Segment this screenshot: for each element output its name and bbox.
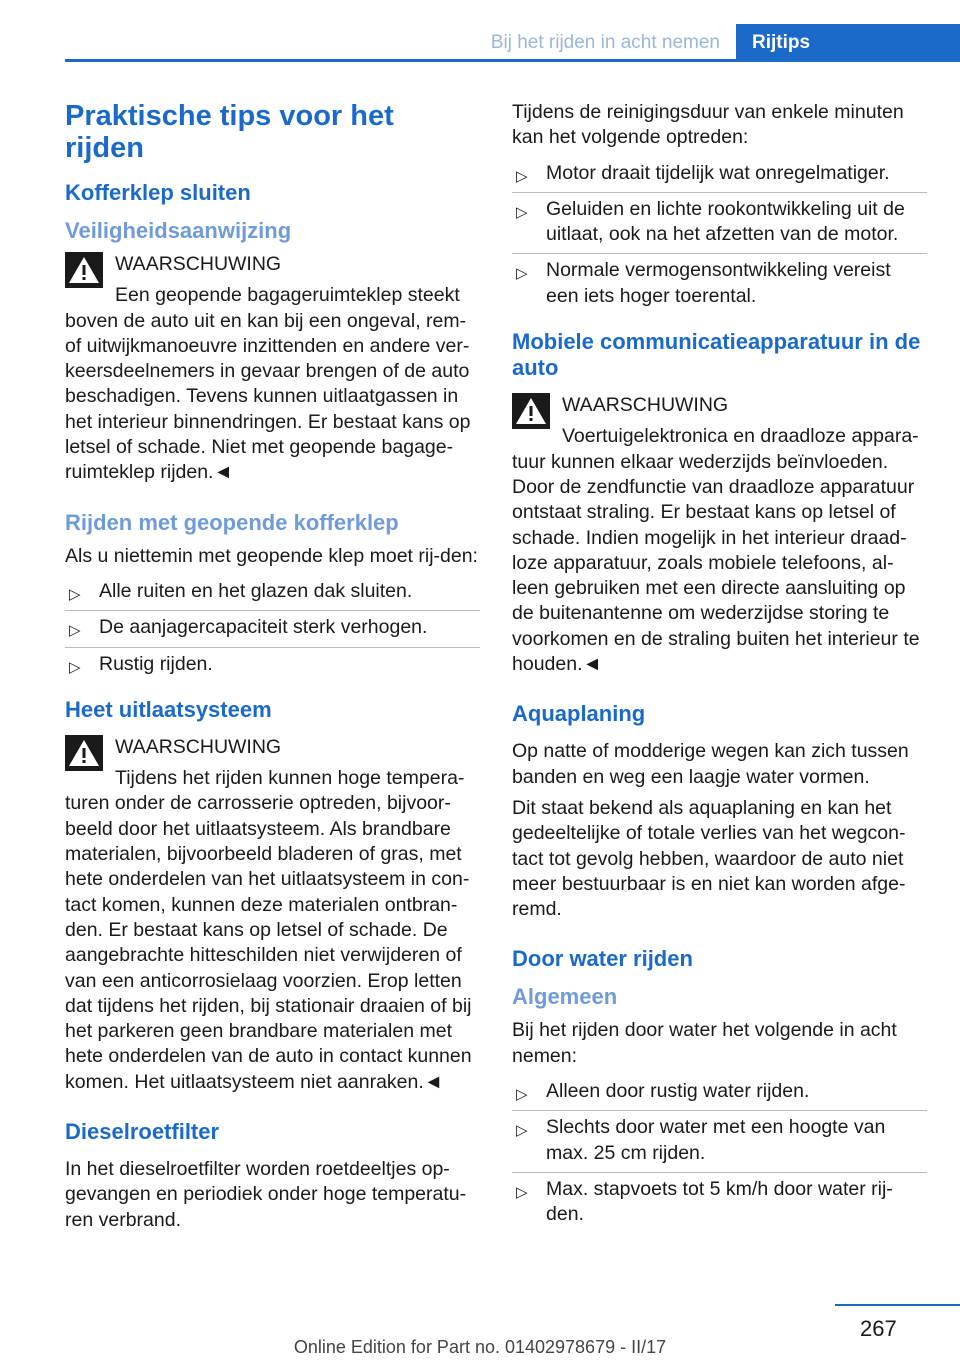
mobile-heading: Mobiele communicatieapparatuur in de auto: [512, 329, 921, 381]
page-header: [65, 24, 960, 62]
warning-icon: [65, 252, 103, 288]
list-item: ▷ Alleen door rustig water rijden.: [512, 1075, 927, 1110]
warning-block: [65, 735, 480, 1095]
list-item: ▷ Rustig rijden.: [65, 647, 480, 683]
header-rule: [65, 59, 960, 62]
bullet-triangle-icon: ▷: [516, 1122, 528, 1140]
open-trunk-list: [65, 575, 480, 683]
warning-icon: [65, 735, 103, 771]
bullet-triangle-icon: ▷: [516, 1183, 528, 1201]
warning-title: WAARSCHUWING: [562, 394, 729, 417]
list-item: ▷ Slechts door water met een hoogte van max. 25 cm rijden.: [512, 1110, 927, 1172]
warning-text: Tijdens het rijden kunnen hoge tempera-turen onder de carrosserie optreden, bijvoor-beeld door het uitlaatsysteem. Als brandbare materialen, bijvoorbeeld bladeren of gras, met hete onderdelen van het uitlaatsysteem in con-tact komen, kunnen deze materialen ontbran-den. Er bestaat kans op letsel of schade. De aangebrachte hitteschilden niet verwijderen of van een anticorrosielaag voorzien. Erop letten dat tijdens het rijden, bij stationair draaien of bij het parkeren geen brandbare materialen met hete onderdelen van de auto in contact kunnen komen. Het uitlaatsysteem niet aanraken.◄: [65, 767, 472, 1093]
trunk-heading: Kofferklep sluiten: [65, 180, 251, 205]
water-list: [512, 1075, 927, 1233]
list-item: ▷ Max. stapvoets tot 5 km/h door water rij-den.: [512, 1172, 927, 1234]
footer-rule: [835, 1304, 960, 1306]
page-title: Praktische tips voor het rijden: [65, 100, 394, 164]
bullet-triangle-icon: ▷: [69, 585, 81, 603]
warning-icon: [512, 393, 550, 429]
header-section-title: Bij het rijden in acht nemen: [490, 32, 720, 53]
open-trunk-intro: Als u niettemin met geopende klep moet rij-den:: [65, 544, 478, 567]
general-heading: Algemeen: [512, 984, 618, 1010]
bullet-triangle-icon: ▷: [69, 658, 81, 676]
warning-title: WAARSCHUWING: [115, 735, 282, 758]
list-item: ▷ Motor draait tijdelijk wat onregelmatiger.: [512, 157, 927, 192]
list-item: ▷ Geluiden en lichte rookontwikkeling uit de uitlaat, ook na het afzetten van de motor.: [512, 192, 927, 254]
warning-title: WAARSCHUWING: [115, 253, 282, 275]
cleaning-intro: Tijdens de reinigingsduur van enkele minuten kan het volgende optreden:: [512, 101, 904, 149]
warning-block: [512, 393, 927, 677]
header-chapter-label: Rijtips: [752, 32, 811, 53]
aqua-heading: Aquaplaning: [512, 701, 646, 727]
exhaust-heading: Heet uitlaatsysteem: [65, 696, 272, 722]
warning-text: Een geopende bagageruimteklep steekt boven de auto uit en kan bij een ongeval, rem- of uitwijkmanoeuvre inzittenden en andere ver-keersdeelnemers in gevaar brengen of de auto beschadigen. Tevens kunnen uitlaatgassen in het interieur binnendringen. Er bestaat kans op letsel of schade. Niet met geopende bagage-ruimteklep rijden.◄: [65, 284, 471, 484]
bullet-triangle-icon: ▷: [69, 622, 81, 640]
water-heading: Door water rijden: [512, 946, 693, 972]
bullet-triangle-icon: ▷: [516, 265, 528, 283]
open-trunk-heading: Rijden met geopende kofferklep: [65, 509, 399, 535]
bullet-triangle-icon: ▷: [516, 203, 528, 221]
aqua-text: Op natte of modderige wegen kan zich tussen banden en weg een laagje water vormen.: [512, 740, 909, 788]
right-column: [512, 100, 927, 1248]
dpf-heading: Dieselroetfilter: [65, 1119, 220, 1145]
cleaning-list: [512, 157, 927, 315]
safety-heading: Veiligheidsaanwijzing: [65, 218, 292, 243]
edition-footer: Online Edition for Part no. 01402978679 - II/17: [293, 1337, 667, 1357]
list-item: ▷ Alle ruiten en het glazen dak sluiten.: [65, 575, 480, 610]
aqua-text: Dit staat bekend als aquaplaning en kan het gedeeltelijke of totale verlies van het wegcon-tact tot gevolg hebben, waardoor de auto niet meer bestuurbaar is en niet kan worden afge-remd.: [512, 796, 906, 921]
dpf-text: In het dieselroetfilter worden roetdeeltjes op-gevangen en periodiek onder hoge temperatu-ren verbrand.: [65, 1158, 467, 1231]
water-intro: Bij het rijden door water het volgende in acht nemen:: [512, 1019, 897, 1067]
warning-text: Voertuigelektronica en draadloze appara-tuur kunnen elkaar wederzijds beïnvloeden. Door de zendfunctie van draadloze apparatuur ontstaat straling. Er bestaat kans op letsel of schade. Indien mogelijk in het interieur draad-loze apparatuur, zoals mobiele telefoons, al-leen gebruiken met een directe aansluiting op de buitenantenne om wederzijdse storing te voorkomen en de straling buiten het interieur te houden.◄: [512, 425, 920, 676]
list-item: ▷ Normale vermogensontwikkeling vereist een iets hoger toerental.: [512, 253, 927, 315]
left-column: [65, 100, 480, 1239]
header-chapter-tab: [736, 24, 960, 62]
bullet-triangle-icon: ▷: [516, 167, 528, 185]
bullet-triangle-icon: ▷: [516, 1086, 528, 1104]
list-item: ▷ De aanjagercapaciteit sterk verhogen.: [65, 610, 480, 646]
warning-block: [65, 252, 480, 486]
page-number: 267: [860, 1316, 897, 1341]
